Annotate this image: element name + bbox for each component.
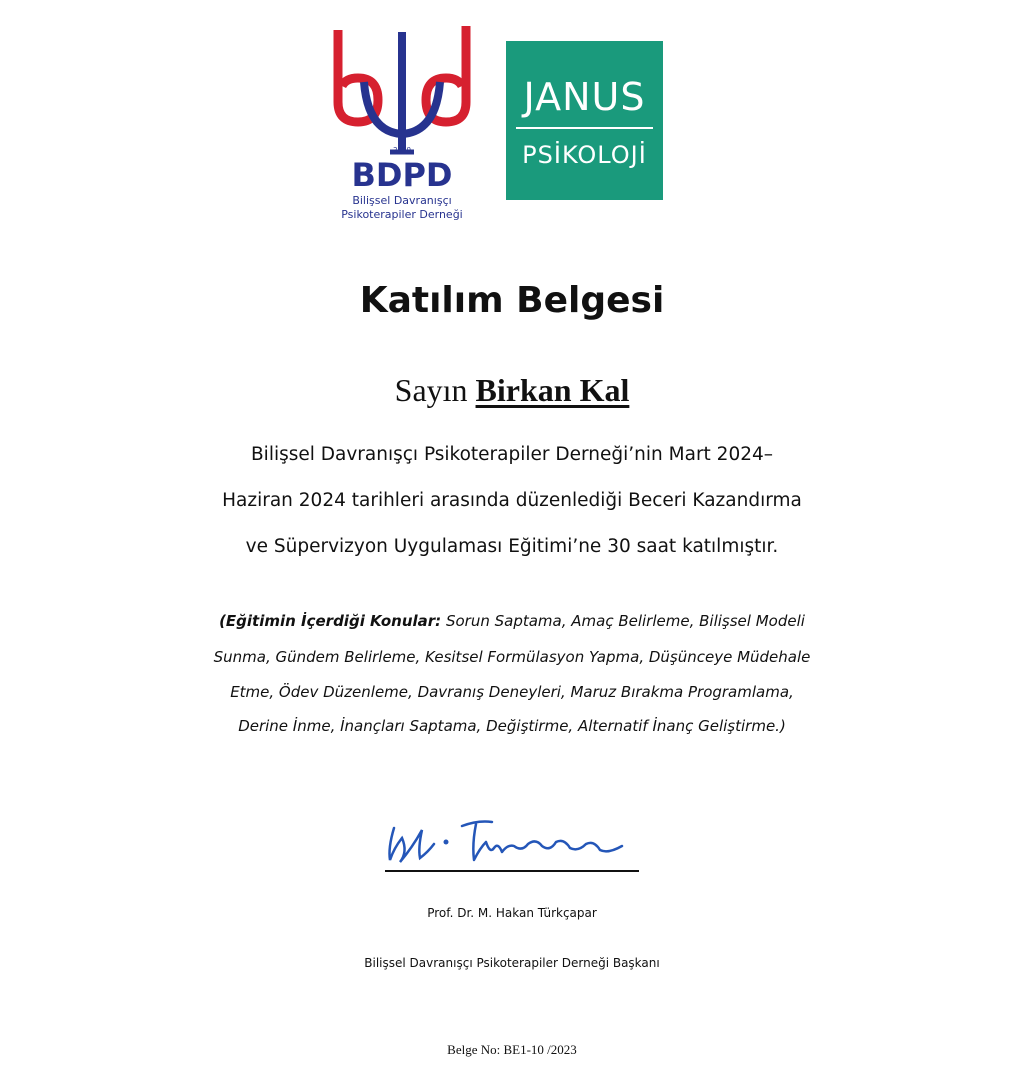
bdpd-name-line2: Psikoterapiler Derneği: [341, 208, 463, 221]
topics-line-1: [0, 612, 1024, 630]
janus-sub: PSİKOLOJİ: [522, 141, 647, 169]
topics-line-1-rest: Sorun Saptama, Amaç Belirleme, Bilişsel Modeli: [441, 612, 805, 630]
salutation-word: Sayın: [394, 372, 468, 408]
signer-title: Bilişsel Davranışçı Psikoterapiler Derneği Başkanı: [364, 956, 660, 970]
janus-logo: [506, 41, 663, 200]
recipient-name: Birkan Kal: [475, 372, 630, 408]
document-number: Belge No: BE1-10 /2023: [447, 1042, 577, 1057]
topics-line-3: Etme, Ödev Düzenleme, Davranış Deneyleri, Maruz Bırakma Programlama,: [230, 683, 794, 701]
signature: [382, 808, 644, 878]
bdpd-emblem-icon: [328, 22, 478, 228]
salutation: [0, 372, 1024, 409]
signature-line: [385, 870, 639, 872]
janus-divider: [516, 127, 653, 129]
body-line-3: ve Süpervizyon Uygulaması Eğitimi’ne 30 saat katılmıştır.: [245, 536, 779, 557]
signer-name: Prof. Dr. M. Hakan Türkçapar: [427, 906, 597, 920]
topics-line-4: Derine İnme, İnançları Saptama, Değiştirme, Alternatif İnanç Geliştirme.): [238, 717, 786, 735]
bdpd-year: 2010: [393, 146, 411, 154]
body-line-2: Haziran 2024 tarihleri arasında düzenlediği Beceri Kazandırma: [222, 490, 802, 511]
bdpd-acronym: BDPD: [351, 156, 453, 194]
signature-scribble-icon: [382, 808, 644, 878]
topics-line-2: Sunma, Gündem Belirleme, Kesitsel Formülasyon Yapma, Düşünceye Müdehale: [213, 648, 811, 666]
janus-word: JANUS: [523, 75, 646, 119]
topics-label: (Eğitimin İçerdiği Konular:: [219, 612, 442, 630]
bdpd-logo: [328, 22, 478, 228]
bdpd-name-line1: Bilişsel Davranışçı: [352, 194, 452, 207]
certificate-title: Katılım Belgesi: [359, 280, 665, 321]
body-line-1: Bilişsel Davranışçı Psikoterapiler Derneği’nin Mart 2024–: [250, 444, 774, 465]
